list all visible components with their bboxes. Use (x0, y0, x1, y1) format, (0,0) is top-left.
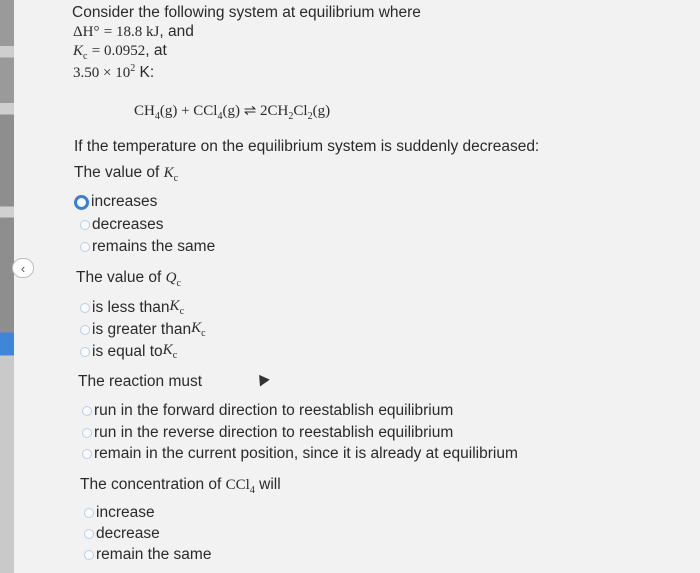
kc-value: = 0.0952 (91, 43, 146, 59)
radio-icon[interactable] (82, 449, 92, 459)
back-button[interactable] (12, 258, 34, 278)
radio-icon[interactable] (80, 242, 90, 252)
radio-selected-icon[interactable] (74, 195, 89, 210)
kc-sub: c (83, 51, 88, 62)
q4-label: The concentration of CCl$_4$ will (80, 476, 281, 496)
q3-label: The reaction must (78, 373, 203, 390)
q2-label: The value of $Q_c$ (76, 269, 181, 289)
chevron-left-icon: ‹ (20, 260, 26, 276)
q2-option-greater[interactable]: is greater than $K_c$ (80, 320, 206, 339)
radio-icon[interactable] (80, 325, 90, 335)
kc-line (73, 42, 167, 62)
q4-option-remain[interactable]: remain the same (84, 546, 211, 564)
at-text: , at (145, 42, 167, 59)
reaction-equation: $CH_4(g) + CCl_4(g)$ ⇌ $2CH_2Cl_2(g)$ (134, 103, 331, 122)
radio-icon[interactable] (84, 529, 94, 539)
radio-icon[interactable] (82, 428, 92, 438)
q3-option-reverse[interactable]: run in the reverse direction to reestablish equilibrium (82, 424, 453, 442)
question-prompt: If the temperature on the equilibrium system is suddenly decreased: (74, 138, 540, 155)
q4-option-decrease[interactable]: decrease (84, 525, 160, 543)
radio-icon[interactable] (80, 303, 90, 313)
enthalpy-value: = 18.8 kJ (103, 24, 160, 40)
enthalpy-line (73, 23, 194, 41)
kc-symbol: K (73, 43, 84, 59)
q2-option-equal[interactable]: is equal to $K_c$ (80, 342, 177, 361)
temp-exp: 2 (130, 63, 136, 74)
and-text: , and (159, 23, 194, 40)
temp-mantissa: 3.50 × 10 (73, 65, 131, 81)
mouse-cursor-icon (254, 371, 270, 386)
radio-icon[interactable] (80, 220, 90, 230)
q2-option-less[interactable]: is less than $K_c$ (80, 298, 184, 317)
temperature-line (73, 63, 154, 82)
enthalpy-symbol: ΔH° (73, 24, 100, 40)
radio-icon[interactable] (84, 508, 94, 518)
radio-icon[interactable] (84, 550, 94, 560)
q3-option-remain[interactable]: remain in the current position, since it is already at equilibrium (82, 445, 518, 463)
q3-option-forward[interactable]: run in the forward direction to reestablish equilibrium (82, 402, 453, 420)
radio-icon[interactable] (82, 406, 92, 416)
q1-label: The value of $K_c$ (74, 164, 179, 184)
q1-option-decreases[interactable]: decreases (80, 216, 164, 234)
q1-option-increases[interactable]: increases (74, 193, 157, 211)
left-sidebar-strip (0, 0, 14, 573)
radio-icon[interactable] (80, 347, 90, 357)
temp-unit: K: (135, 64, 155, 81)
q4-option-increase[interactable]: increase (84, 504, 155, 522)
q1-option-remains[interactable]: remains the same (80, 238, 215, 256)
intro-line: Consider the following system at equilibrium where (72, 4, 421, 21)
